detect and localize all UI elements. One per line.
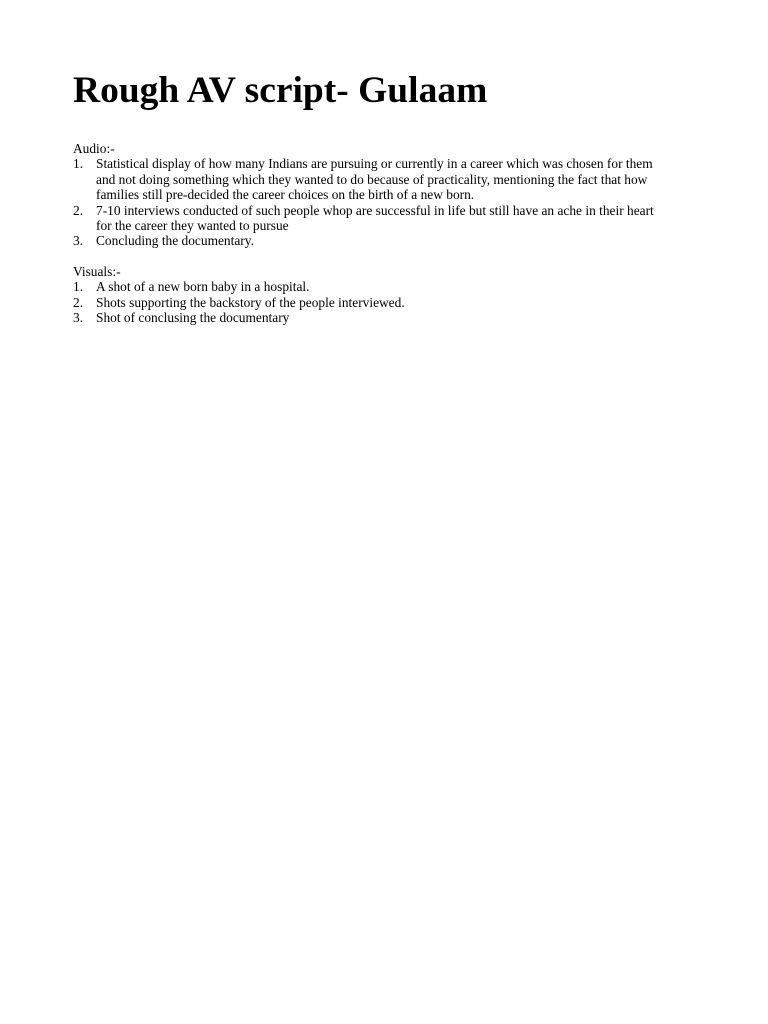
list-number: 3. xyxy=(73,233,84,249)
list-number: 1. xyxy=(73,156,84,172)
list-text-line: for the career they wanted to pursue xyxy=(96,218,289,234)
list-item xyxy=(73,279,698,294)
list-text-line: Concluding the documentary. xyxy=(96,233,254,249)
list-item xyxy=(73,295,698,310)
list-number: 1. xyxy=(73,279,84,295)
list-item xyxy=(73,233,698,248)
list-number: 2. xyxy=(73,294,84,310)
list-text-line: Shot of conclusing the documentary xyxy=(96,310,290,326)
list-text-line: A shot of a new born baby in a hospital. xyxy=(96,279,310,295)
document-title: Rough AV script- Gulaam xyxy=(73,70,488,111)
list-text-line: Statistical display of how many Indians are pursuing or currently in a career which was chosen for them xyxy=(96,156,653,172)
list-text-line: families still pre-decided the career choices on the birth of a new born. xyxy=(96,187,475,203)
list-item xyxy=(73,203,698,234)
list-number: 3. xyxy=(73,310,84,326)
visuals-section xyxy=(73,264,698,326)
list-item xyxy=(73,156,698,202)
list-number: 2. xyxy=(73,202,84,218)
visuals-list xyxy=(73,279,698,325)
list-text-line: and not doing something which they wanted to do because of practicality, mentioning the fact that how xyxy=(96,171,648,187)
audio-label: Audio:- xyxy=(73,141,115,156)
list-text-line: Shots supporting the backstory of the people interviewed. xyxy=(96,294,405,310)
audio-section xyxy=(73,141,698,249)
list-text-line: 7-10 interviews conducted of such people whop are successful in life but still have an ache in their heart xyxy=(96,202,654,218)
list-item xyxy=(73,310,698,325)
audio-list xyxy=(73,156,698,248)
visuals-label: Visuals:- xyxy=(73,264,121,279)
